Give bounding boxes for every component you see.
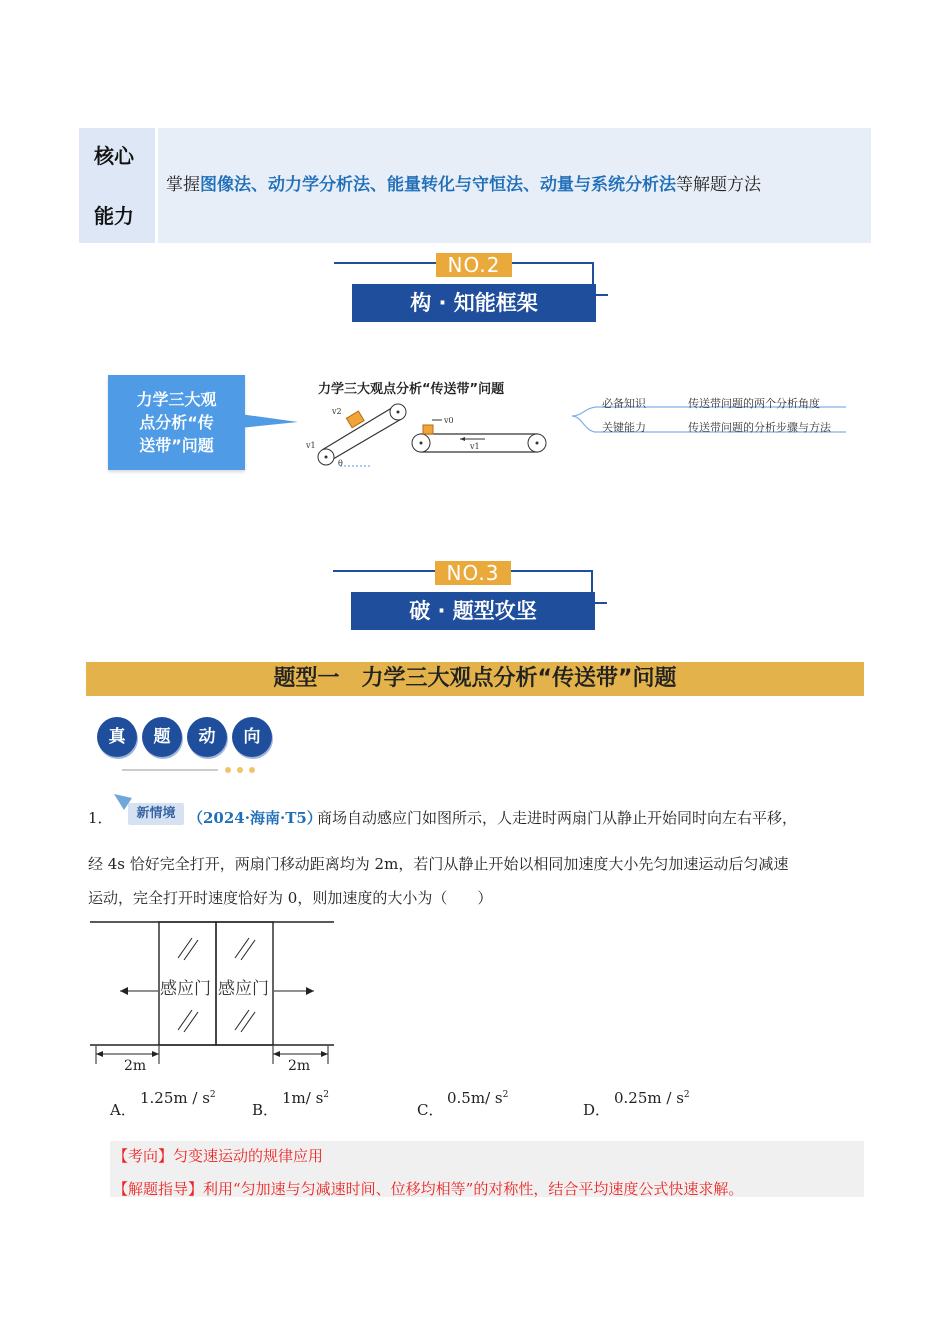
label-v2: v2 bbox=[332, 407, 342, 416]
mindmap-title: 力学三大观点分析“传送带”问题 bbox=[318, 382, 505, 397]
option-a-value[interactable]: $1.25m / s^2$ bbox=[140, 1089, 216, 1107]
new-context-tag: 新情境 bbox=[128, 803, 184, 825]
mindmap-topic-box bbox=[108, 375, 245, 470]
core-ability-text bbox=[166, 170, 761, 195]
question-line-1: 商场自动感应门如图所示，人走进时两扇门从静止开始同时向左右平移， bbox=[317, 809, 798, 827]
core-label-line1: 核心 bbox=[94, 144, 134, 168]
mindmap-pointer bbox=[240, 410, 300, 430]
circle-char-2: 题 bbox=[142, 717, 182, 757]
distance-label-right: 2m bbox=[288, 1058, 311, 1074]
option-b-value[interactable]: 1m/ $s^2$ bbox=[282, 1089, 330, 1107]
conveyor-belt-diagram bbox=[300, 398, 560, 473]
door-label-right: 感应门 bbox=[218, 979, 269, 999]
distance-label-left: 2m bbox=[124, 1058, 147, 1074]
section-number: NO.3 bbox=[435, 561, 511, 585]
question-source: （2024·海南·T5） bbox=[188, 809, 322, 827]
solution-hint-box bbox=[110, 1141, 864, 1197]
circle-char-3: 动 bbox=[187, 717, 227, 757]
core-highlight: 图像法、动力学分析法、能量转化与守恒法、动量与系统分析法 bbox=[200, 175, 676, 195]
circle-char-1: 真 bbox=[97, 717, 137, 757]
question-type-heading: 题型一 力学三大观点分析“传送带”问题 bbox=[86, 662, 864, 696]
mindmap-box-line2: 点分析“传 bbox=[139, 413, 214, 432]
option-d-letter[interactable]: D． bbox=[583, 1101, 611, 1119]
section-banner-no3 bbox=[343, 560, 613, 640]
section-title: 破 · 题型攻坚 bbox=[351, 592, 595, 630]
section-title: 构 · 知能框架 bbox=[352, 284, 596, 322]
section-divider bbox=[120, 764, 260, 776]
label-v1-horizontal: v1 bbox=[470, 442, 480, 451]
mindmap-box-line3: 送带”问题 bbox=[139, 436, 214, 455]
section-banner-no2 bbox=[344, 252, 614, 332]
mindmap-box-line1: 力学三大观 bbox=[136, 390, 217, 409]
mindmap-branch-ability-item: 传送带问题的分析步骤与方法 bbox=[688, 421, 831, 434]
mindmap-branch-ability: 关键能力 bbox=[602, 421, 646, 434]
core-ability-content bbox=[158, 128, 871, 243]
door-label-left: 感应门 bbox=[160, 979, 211, 999]
circle-char-4: 向 bbox=[232, 717, 272, 757]
auto-door-figure bbox=[88, 912, 338, 1077]
core-prefix: 掌握 bbox=[166, 175, 200, 195]
label-v1-incline: v1 bbox=[306, 441, 316, 450]
option-c-value[interactable]: 0.5m/ $s^2$ bbox=[447, 1089, 509, 1107]
core-suffix: 等解题方法 bbox=[676, 175, 761, 195]
core-label-line2: 能力 bbox=[94, 204, 134, 228]
option-c-letter[interactable]: C． bbox=[417, 1101, 444, 1119]
option-b-letter[interactable]: B． bbox=[252, 1101, 279, 1119]
question-line-3: 运动，完全打开时速度恰好为 0，则加速度的大小为（ ） bbox=[88, 889, 493, 907]
question-number: 1． bbox=[88, 809, 113, 827]
core-ability-label bbox=[79, 128, 155, 243]
mindmap-branch-knowledge-item: 传送带问题的两个分析角度 bbox=[688, 397, 820, 410]
label-theta: θ bbox=[338, 459, 343, 468]
option-d-value[interactable]: $0.25m / s^2$ bbox=[614, 1089, 690, 1107]
option-a-letter[interactable]: A． bbox=[110, 1101, 136, 1119]
question-line-2: 经 4s 恰好完全打开，两扇门移动距离均为 2m，若门从静止开始以相同加速度大小先匀加速运动后匀减速 bbox=[88, 855, 789, 873]
label-v0: v0 bbox=[444, 416, 454, 425]
hint-line-guidance: 【解题指导】利用“匀加速与匀减速时间、位移均相等”的对称性，结合平均速度公式快速求解。 bbox=[113, 1180, 744, 1198]
section-number: NO.2 bbox=[436, 253, 512, 277]
mindmap-branch-knowledge: 必备知识 bbox=[602, 397, 646, 410]
hint-line-focus: 【考向】匀变速运动的规律应用 bbox=[113, 1147, 324, 1165]
